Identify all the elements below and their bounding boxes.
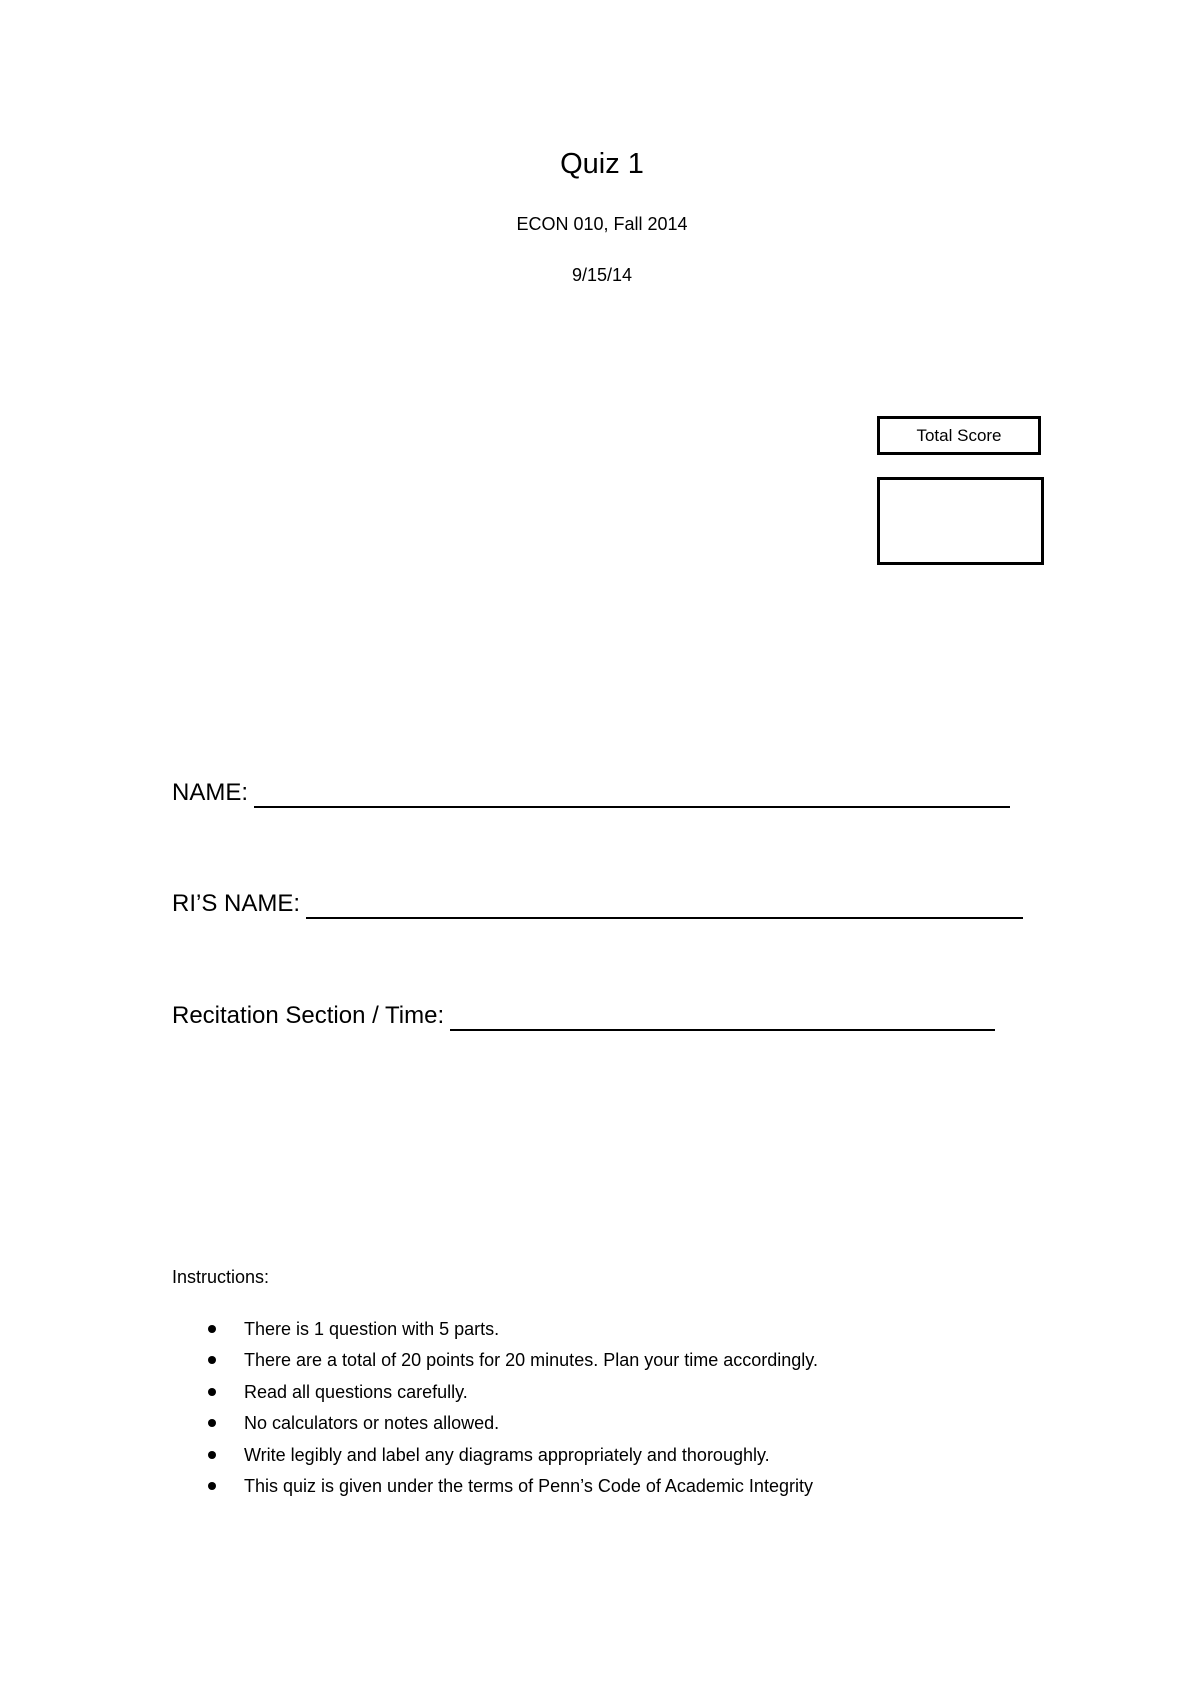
total-score-label: Total Score [916,425,1002,445]
list-item [172,1348,818,1379]
ri-name-label: RI’S NAME: [172,890,301,917]
instruction-text: Write legibly and label any diagrams appropriately and thoroughly. [244,1444,770,1465]
list-item [172,1411,818,1442]
bullet-icon [208,1356,216,1364]
quiz-date: 9/15/14 [571,265,633,285]
instruction-text: This quiz is given under the terms of Penn’s Code of Academic Integrity [244,1475,813,1496]
instruction-text: There are a total of 20 points for 20 minutes. Plan your time accordingly. [244,1350,818,1371]
name-field [172,778,1010,808]
instructions-heading: Instructions: [172,1267,270,1287]
bullet-icon [208,1482,216,1490]
total-score-entry-box [877,477,1044,565]
page-title: Quiz 1 [560,148,644,180]
list-item [172,1380,818,1411]
list-item [172,1443,818,1474]
ri-name-field [172,889,1023,919]
recitation-label: Recitation Section / Time: [172,1002,445,1029]
bullet-icon [208,1451,216,1459]
recitation-blank-line [450,1005,995,1031]
bullet-icon [208,1419,216,1427]
total-score-label-box [877,416,1041,455]
list-item [172,1474,818,1505]
instruction-text: Read all questions carefully. [244,1381,468,1402]
bullet-icon [208,1388,216,1396]
instruction-text: No calculators or notes allowed. [244,1413,500,1434]
name-label: NAME: [172,779,249,806]
ri-name-blank-line [306,893,1023,919]
list-item [172,1317,818,1348]
instructions-list [172,1317,818,1505]
recitation-field [172,1001,995,1031]
name-blank-line [254,782,1010,808]
bullet-icon [208,1325,216,1333]
instruction-text: There is 1 question with 5 parts. [244,1319,500,1339]
course-subtitle: ECON 010, Fall 2014 [516,214,688,234]
